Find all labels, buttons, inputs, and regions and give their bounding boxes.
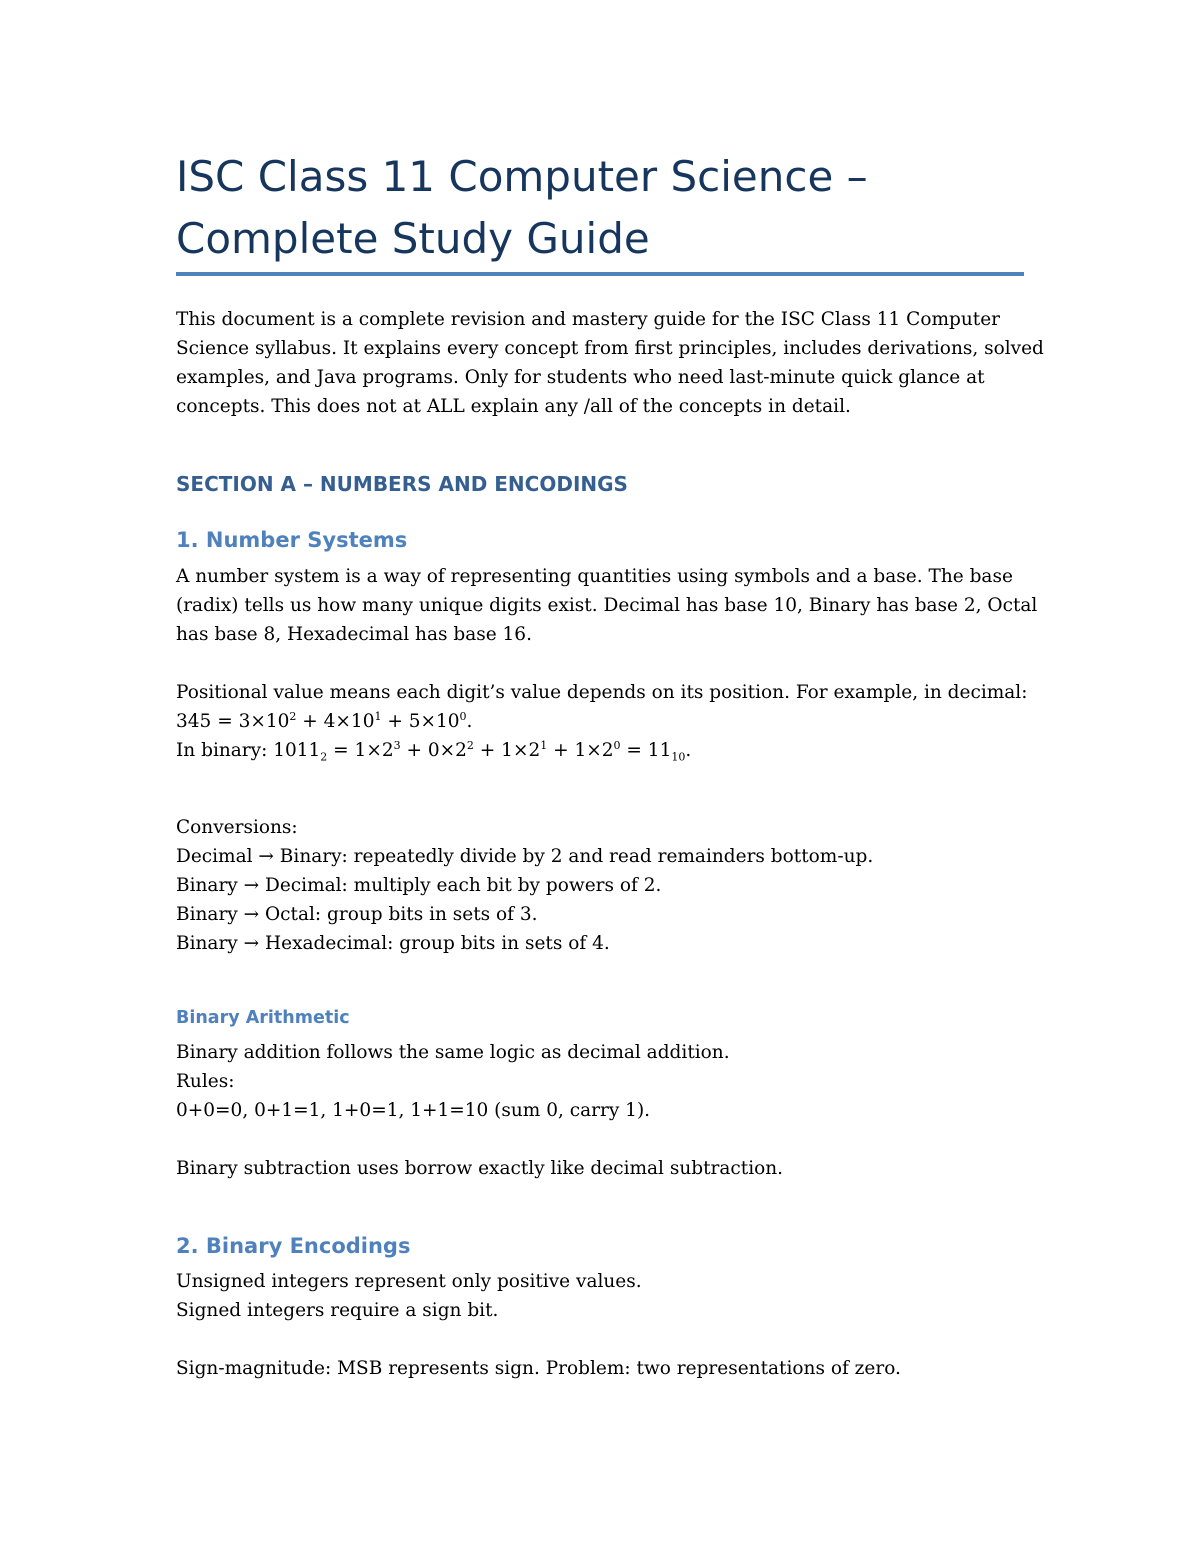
conversion-item: Binary → Decimal: multiply each bit by powers of 2.: [176, 875, 662, 896]
encodings-line: Unsigned integers represent only positive values.: [176, 1271, 642, 1292]
intro-line: examples, and Java programs. Only for students who need last-minute quick glance at: [176, 367, 985, 388]
intro-line: This document is a complete revision and mastery guide for the ISC Class 11 Computer: [176, 309, 1000, 330]
conversion-item: Binary → Octal: group bits in sets of 3.: [176, 904, 538, 925]
number-systems-paragraph: [176, 562, 1038, 649]
intro-paragraph: [176, 305, 1044, 421]
title-underline: [176, 272, 1024, 276]
conversions-list: [176, 813, 1024, 958]
paragraph-line: (radix) tells us how many unique digits exist. Decimal has base 10, Binary has base 2, Octal: [176, 595, 1038, 616]
binary-arithmetic-heading: Binary Arithmetic: [176, 1008, 350, 1028]
positional-intro: Positional value means each digit’s value depends on its position. For example, in decimal:: [176, 682, 1028, 703]
decimal-example: $345 = 3\times 10^2 + 4\times 10^1 + 5\times 10^0$.: [176, 709, 473, 732]
title-line-1: ISC Class 11 Computer Science –: [176, 152, 868, 201]
arithmetic-line: Binary addition follows the same logic as decimal addition.: [176, 1042, 730, 1063]
binary-encodings-paragraph: [176, 1267, 1024, 1325]
binary-arithmetic-paragraph: [176, 1038, 1024, 1125]
conversion-item: Decimal → Binary: repeatedly divide by 2 and read remainders bottom-up.: [176, 846, 874, 867]
arithmetic-line: Rules:: [176, 1071, 235, 1092]
positional-value-paragraph: [176, 678, 1028, 765]
sign-magnitude-paragraph: [176, 1354, 1024, 1383]
conversion-item: Binary → Hexadecimal: group bits in sets of 4.: [176, 933, 610, 954]
paragraph-line: has base 8, Hexadecimal has base 16.: [176, 624, 532, 645]
subtraction-line: Binary subtraction uses borrow exactly like decimal subtraction.: [176, 1158, 784, 1179]
arithmetic-line: 0+0=0, 0+1=1, 1+0=1, 1+1=10 (sum 0, carry 1).: [176, 1100, 651, 1121]
number-systems-heading: 1. Number Systems: [176, 528, 408, 552]
conversions-label: Conversions:: [176, 817, 298, 838]
sign-magnitude-line: Sign-magnitude: MSB represents sign. Problem: two representations of zero.: [176, 1358, 901, 1379]
intro-line: Science syllabus. It explains every concept from first principles, includes derivations, solved: [176, 338, 1044, 359]
section-a-heading: SECTION A – NUMBERS AND ENCODINGS: [176, 472, 628, 496]
binary-example: In binary: $1011_2 = 1\times 2^3 + 0\times 2^2 + 1\times 2^1 + 1\times 2^0 = 11_{10}$.: [176, 738, 692, 764]
title-line-2: Complete Study Guide: [176, 214, 650, 263]
document-title: [176, 146, 1024, 270]
binary-encodings-heading: 2. Binary Encodings: [176, 1234, 411, 1258]
paragraph-line: A number system is a way of representing quantities using symbols and a base. The base: [176, 566, 1013, 587]
binary-subtraction-paragraph: [176, 1154, 1024, 1183]
encodings-line: Signed integers require a sign bit.: [176, 1300, 499, 1321]
intro-line: concepts. This does not at ALL explain any /all of the concepts in detail.: [176, 396, 851, 417]
